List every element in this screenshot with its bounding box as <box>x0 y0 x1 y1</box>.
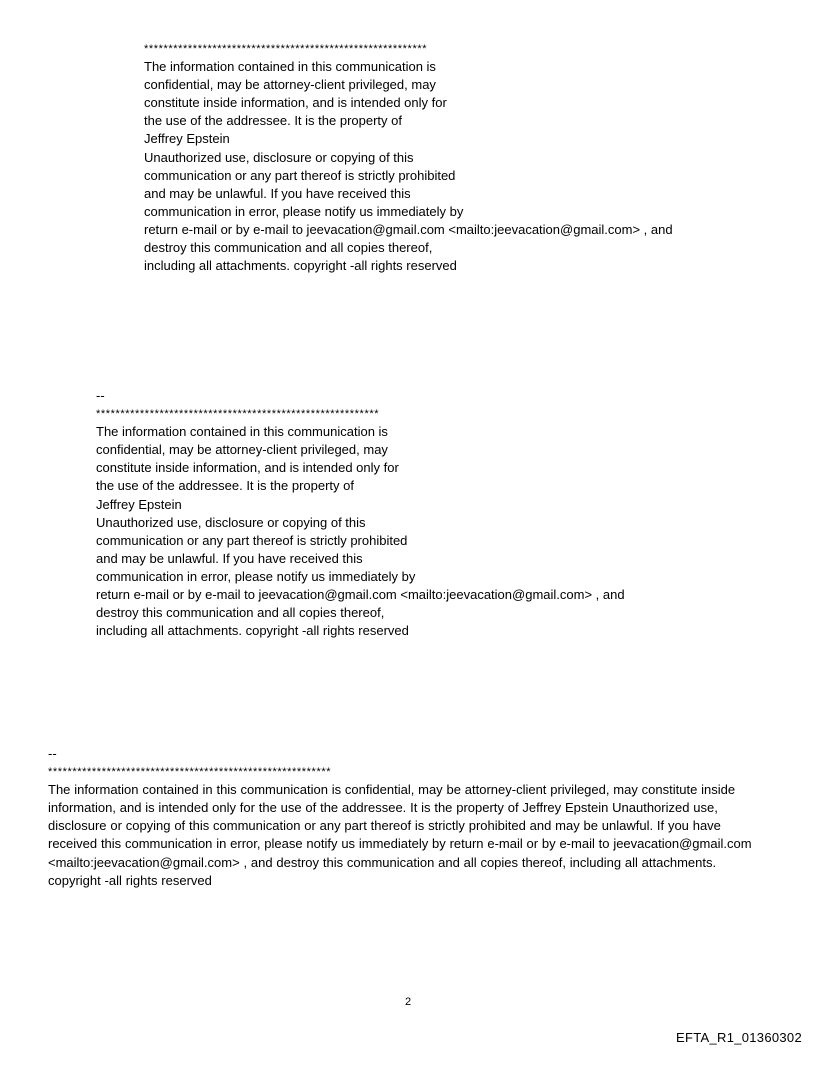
disclaimer-line: the use of the addressee. It is the property of <box>144 113 402 129</box>
disclaimer-line: destroy this communication and all copies thereof, <box>144 240 433 256</box>
disclaimer-line: and may be unlawful. If you have received this <box>96 550 363 566</box>
asterisk-separator: ********************************************************** <box>96 408 380 421</box>
page-number: 2 <box>404 996 412 1008</box>
disclaimer-line: Unauthorized use, disclosure or copying of this <box>144 149 414 165</box>
dash-separator: -- <box>96 388 105 403</box>
document-id: EFTA_R1_01360302 <box>676 1030 802 1045</box>
disclaimer-line: destroy this communication and all copies thereof, <box>96 605 385 621</box>
disclaimer-line: The information contained in this communication is <box>144 59 436 75</box>
disclaimer-block-1 <box>144 40 673 275</box>
disclaimer-line: communication or any part thereof is strictly prohibited <box>144 167 456 183</box>
disclaimer-line: The information contained in this communication is <box>96 424 388 440</box>
disclaimer-block-2 <box>96 387 625 640</box>
disclaimer-line: communication in error, please notify us immediately by <box>96 568 416 584</box>
disclaimer-line: Unauthorized use, disclosure or copying of this <box>96 514 366 530</box>
disclaimer-line: return e-mail or by e-mail to jeevacation@gmail.com <mailto:jeevacation@gmail.com> , and <box>144 221 673 237</box>
disclaimer-line: constitute inside information, and is intended only for <box>96 460 399 476</box>
disclaimer-line: and may be unlawful. If you have received this <box>144 185 411 201</box>
disclaimer-line: return e-mail or by e-mail to jeevacation@gmail.com <mailto:jeevacation@gmail.com> , and <box>96 587 625 603</box>
disclaimer-block-3 <box>48 745 766 890</box>
disclaimer-line: confidential, may be attorney-client privileged, may <box>144 77 436 93</box>
disclaimer-paragraph: The information contained in this communication is confidential, may be attorney-client privileged, may constitute inside information, and is intended only for the use of the addressee. It is the property of Jeffrey Epstein Unauthorized use, disclosure or copying of this communication or any part thereof is strictly prohibited and may be unlawful. If you have received this communication in error, please notify us immediately by return e-mail or by e-mail to jeevacation@gmail.com <mailto:jeevacation@gmail.com> , and destroy this communication and all copies thereof, including all attachments. copyright -all rights reserved <box>48 782 752 888</box>
disclaimer-line: Jeffrey Epstein <box>144 131 230 147</box>
asterisk-separator: ********************************************************** <box>144 43 428 55</box>
disclaimer-line: communication or any part thereof is strictly prohibited <box>96 532 408 548</box>
disclaimer-line: confidential, may be attorney-client privileged, may <box>96 442 388 458</box>
disclaimer-line: the use of the addressee. It is the property of <box>96 478 354 494</box>
disclaimer-line: communication in error, please notify us immediately by <box>144 203 464 219</box>
disclaimer-line: including all attachments. copyright -all rights reserved <box>96 623 409 639</box>
asterisk-separator: ********************************************************** <box>48 766 332 779</box>
disclaimer-line: Jeffrey Epstein <box>96 496 182 512</box>
disclaimer-line: including all attachments. copyright -all rights reserved <box>144 258 457 274</box>
dash-separator: -- <box>48 746 57 761</box>
disclaimer-line: constitute inside information, and is intended only for <box>144 95 447 111</box>
